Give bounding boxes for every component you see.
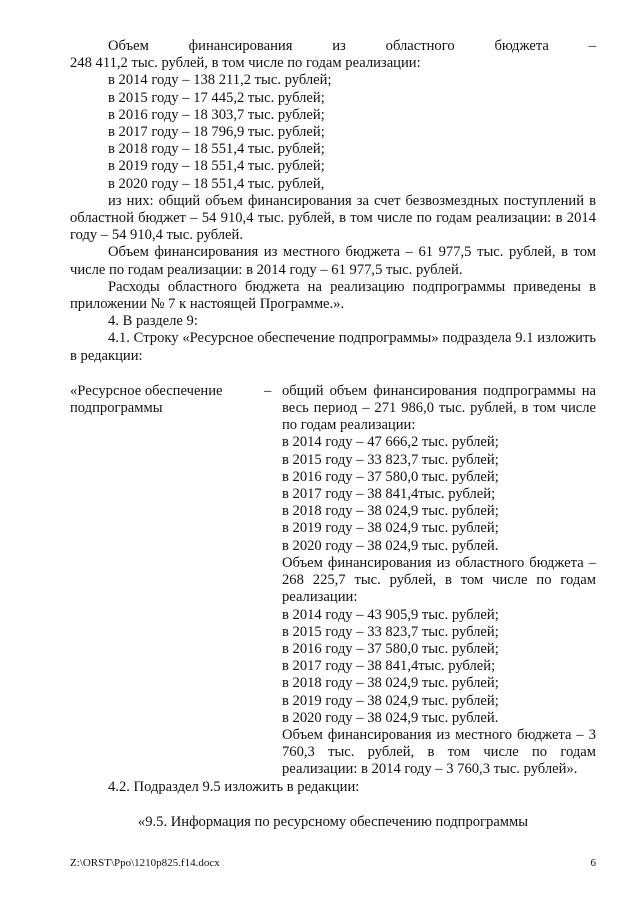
regional-budget-line: Объем финансирования из областного бюджета – [108, 38, 596, 54]
year-item: в 2016 году – 37 580,0 тыс. рублей; [282, 468, 499, 485]
document-body [70, 38, 596, 831]
year-item: в 2014 году – 43 905,9 тыс. рублей; [282, 606, 499, 623]
dash-separator: – [264, 382, 272, 399]
year-item: в 2019 году – 38 024,9 тыс. рублей; [282, 520, 499, 537]
year-item: в 2020 году – 18 551,4 тыс. рублей, [108, 175, 325, 192]
spacer [70, 365, 596, 383]
free-receipts-paragraph: из них: общий объем финансирования за счет безвозмездных поступлений в областной бюджет – 54 910,4 тыс. рублей, в том числе по годам реализации: в 2014 году – 54 910,4 тыс. рублей. [70, 192, 596, 244]
year-item: в 2017 году – 38 841,4тыс. рублей; [282, 658, 496, 675]
year-item: в 2016 году – 18 303,7 тыс. рублей; [108, 106, 325, 123]
regional-financing: Объем финансирования из областного бюджета – 268 225,7 тыс. рублей, в том числе по годам реализации: [282, 554, 596, 606]
item-4-1-paragraph: 4.1. Строку «Ресурсное обеспечение подпрограммы» подраздела 9.1 изложить в редакции: [70, 330, 596, 364]
year-item: в 2015 году – 33 823,7 тыс. рублей; [282, 451, 499, 468]
total-financing: общий объем финансирования подпрограммы на весь период – 271 986,0 тыс. рублей, в том числе по годам реализации: [282, 382, 596, 434]
section-9-5-heading: «9.5. Информация по ресурсному обеспечению подпрограммы [137, 813, 529, 830]
file-path: Z:\ORST\Ppo\1210p825.f14.docx [70, 857, 220, 869]
year-item: в 2014 году – 47 666,2 тыс. рублей; [282, 434, 499, 451]
local-financing: Объем финансирования из местного бюджета – 3 760,3 тыс. рублей, в том числе по годам реализации: в 2014 году – 3 760,3 тыс. рублей». [282, 726, 596, 778]
year-item: в 2014 году – 138 211,2 тыс. рублей; [108, 72, 332, 89]
appendix-paragraph: Расходы областного бюджета на реализацию подпрограммы приведены в приложении № 7 к настоящей Программе.». [70, 278, 596, 313]
resource-label: «Ресурсное обеспечение подпрограммы [70, 382, 223, 417]
resource-table-row [70, 383, 596, 779]
section-heading: 4. В разделе 9: [108, 313, 198, 330]
year-item: в 2019 году – 18 551,4 тыс. рублей; [108, 158, 325, 175]
year-item: в 2016 году – 37 580,0 тыс. рублей; [282, 640, 499, 657]
year-item: в 2017 году – 18 796,9 тыс. рублей; [108, 124, 325, 141]
year-item: в 2015 году – 17 445,2 тыс. рублей; [108, 89, 325, 106]
year-item: в 2015 году – 33 823,7 тыс. рублей; [282, 623, 499, 640]
year-item: в 2019 году – 38 024,9 тыс. рублей; [282, 692, 499, 709]
spacer [70, 796, 596, 814]
year-item: в 2020 году – 38 024,9 тыс. рублей. [282, 709, 499, 726]
resource-description [282, 383, 596, 779]
page-footer [70, 857, 596, 869]
year-item: в 2018 году – 18 551,4 тыс. рублей; [108, 141, 325, 158]
page-number: 6 [590, 857, 596, 869]
year-item: в 2018 году – 38 024,9 тыс. рублей; [282, 675, 499, 692]
item-4-2-paragraph: 4.2. Подраздел 9.5 изложить в редакции: [108, 778, 360, 795]
regional-years-list [70, 72, 596, 192]
year-item: в 2017 году – 38 841,4тыс. рублей; [282, 486, 496, 503]
local-budget-paragraph: Объем финансирования из местного бюджета – 61 977,5 тыс. рублей, в том числе по годам реализации: в 2014 году – 61 977,5 тыс. рублей. [70, 244, 596, 278]
year-item: в 2020 году – 38 024,9 тыс. рублей. [282, 537, 499, 554]
year-item: в 2018 году – 38 024,9 тыс. рублей; [282, 503, 499, 520]
regional-budget-amount: 248 411,2 тыс. рублей, в том числе по годам реализации: [70, 55, 421, 72]
